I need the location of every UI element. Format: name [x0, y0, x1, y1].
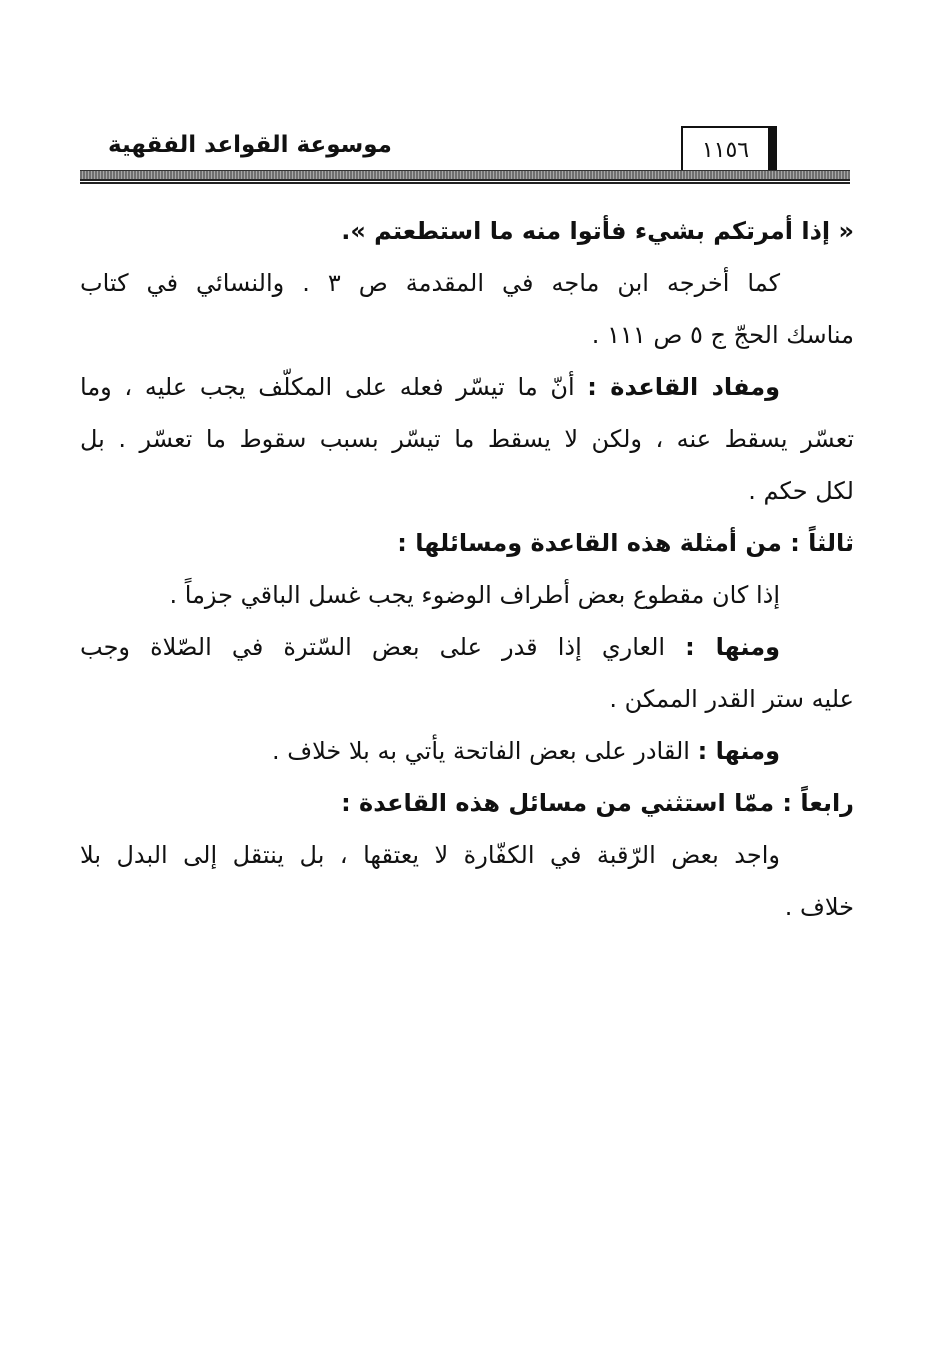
book-title: موسوعة القواعد الفقهية	[108, 132, 392, 158]
text-line: كما أخرجه ابن ماجه في المقدمة ص ٣ . والنسائي في كتاب	[80, 269, 780, 297]
text-line: خلاف .	[784, 893, 854, 921]
section-label: ومنها :	[685, 633, 781, 661]
text-line: تعسّر يسقط عنه ، ولكن لا يسقط ما تيسّر بسبب سقوط ما تعسّر . بل	[80, 425, 854, 453]
page-header	[80, 118, 850, 188]
section-label: ومنها :	[697, 737, 780, 765]
section-heading: ثالثاً : من أمثلة هذه القاعدة ومسائلها :	[397, 529, 854, 557]
text-segment: القادر على بعض الفاتحة يأتي به بلا خلاف .	[271, 737, 698, 765]
text-line	[80, 621, 854, 673]
page-number: ١١٥٦	[681, 126, 777, 172]
text-segment: أنّ ما تيسّر فعله على المكلّف يجب عليه ، وما	[80, 373, 588, 401]
page-body	[80, 205, 854, 933]
hadith-quote: « إذا أمرتكم بشيء فأتوا منه ما استطعتم ».	[341, 217, 854, 245]
header-rule-thin	[80, 182, 850, 184]
text-line: عليه ستر القدر الممكن .	[609, 685, 854, 713]
text-line: لكل حكم .	[748, 477, 854, 505]
text-line	[80, 361, 854, 413]
text-line: إذا كان مقطوع بعض أطراف الوضوء يجب غسل الباقي جزماً .	[169, 581, 780, 609]
text-line: واجد بعض الرّقبة في الكفّارة لا يعتقها ، بل ينتقل إلى البدل بلا	[80, 841, 780, 869]
text-line: مناسك الحجّ ج ٥ ص ١١١ .	[591, 321, 854, 349]
section-heading: رابعاً : ممّا استثني من مسائل هذه القاعدة :	[341, 789, 854, 817]
text-line	[80, 725, 854, 777]
text-segment: العاري إذا قدر على بعض السّترة في الصّلاة وجب	[80, 633, 686, 661]
header-rule	[80, 170, 850, 181]
section-label: ومفاد القاعدة :	[587, 373, 780, 401]
